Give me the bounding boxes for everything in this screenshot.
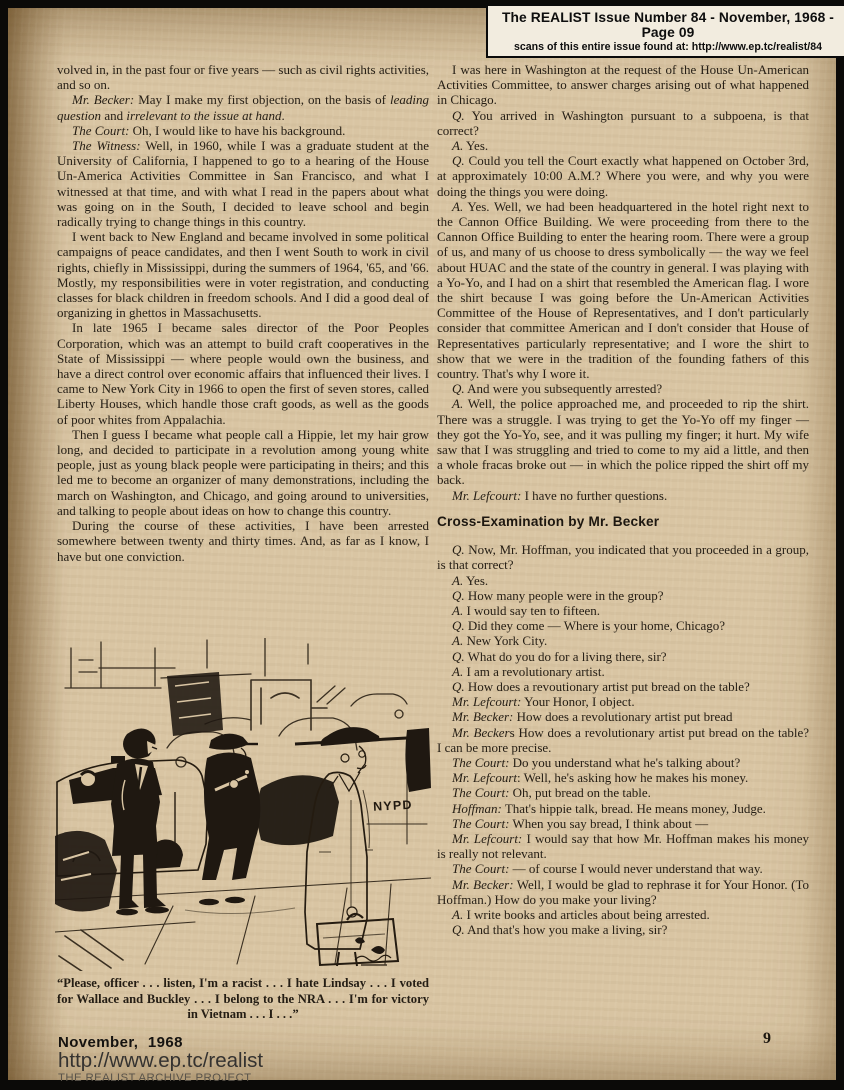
right-column-part2 — [437, 542, 809, 937]
car-shadow-mass — [257, 775, 339, 845]
paragraph: Then I guess I became what people call a Hippie, let my hair grow long, and decided to participate in a revolution among young white people, just as young black people were participating in theirs; and this led me to become an organizer of many demonstrations, including the march on Washington, and Chicago, and going around to universities, and talking to people about ideas on how to change this country. — [57, 426, 429, 518]
cartoon-caption: “Please, officer . . . listen, I'm a racist . . . I hate Lindsay . . . I voted for Wallace and Buckley . . . I belong to the NRA . . . I'm for victory in Vietnam . . . I . . .” — [57, 976, 429, 1022]
archive-project-name: THE REALIST ARCHIVE PROJECT — [58, 1072, 252, 1084]
issue-date: November, 1968 — [58, 1034, 183, 1051]
archive-footer — [58, 1036, 263, 1084]
paragraph: Mr. Lefcourt: Well, he's asking how he makes his money. — [452, 770, 749, 786]
paragraph: volved in, in the past four or five years — such as civil rights activities, and so on. — [57, 62, 429, 93]
police-officer-figure — [199, 734, 260, 906]
paragraph: Q. What do you do for a living there, sir? — [452, 648, 667, 664]
paragraph: The Court: Oh, I would like to have his background. — [72, 122, 346, 138]
archive-header-box — [486, 4, 844, 58]
awning-shape — [167, 672, 223, 736]
paragraph: Q. You arrived in Washington pursuant to a subpoena, is that correct? — [437, 107, 809, 138]
cartoon-illustration — [55, 638, 431, 971]
paragraph: A. Yes. Well, we had been headquartered in the hotel right next to the Cannon Office Building. We were proceeding from there to the Cannon Office Building to enter the hearing room. There were a group of us, and many of us choose to dress symbolically — the way we feel about HUAC and the state of the country in general. I was playing with a Yo-Yo, and I had on a shirt that resembled the American flag. I wore the shirt because I was going before the Un-American Activities Committee of the House of Representatives, and I don't particularly consider that committee American and I don't consider that House of Representatives particularly representative; and I wore the shirt to show that we were in the tradition of the founding fathers of this country. That's why I wore it. — [437, 198, 809, 382]
archive-note: scans of this entire issue found at: http://www.ep.tc/realist/84 — [513, 41, 823, 53]
paragraph: A. New York City. — [452, 633, 548, 649]
paragraph: A. Well, the police approached me, and proceeded to rip the shirt. There was a struggle. I was trying to get the Yo-Yo off my finger — they got the Yo-Yo, see, and it was pulling my finger; it hurt. My wife saw that I was struggling and tried to come to my aid a little, and then a whole fracas broke out — in which the police ripped the shirt off my back. — [437, 396, 809, 488]
paragraph: Mr. Becker: May I make my first objection, on the basis of leading question and irrelevant to the issue at hand. — [57, 92, 430, 123]
archive-url: http://www.ep.tc/realist — [58, 1049, 264, 1072]
issue-title: The REALIST Issue Number 84 - November, 1968 - Page 09 — [502, 10, 834, 40]
paragraph: I went back to New England and became involved in some political campaigns of peace candidates, and then I went South to work in civil rights, chiefly in Mississippi, during the summers of 1964, '65, and '66. Mostly, my responsibilities were in voter registration, and conducting classes for black children in freedom schools. And I did a good deal of organizing in ghettos in Massachusetts. — [57, 229, 429, 321]
paragraph: The Court: Do you understand what he's talking about? — [452, 754, 741, 770]
paragraph: The Court: Oh, put bread on the table. — [452, 785, 651, 801]
ground-shadow-line — [185, 908, 295, 914]
paragraph: During the course of these activities, I have been arrested somewhere between twenty and thirty times. And, as far as I know, I have but one conviction. — [57, 518, 429, 564]
paragraph: Q. And that's how you make a living, sir? — [452, 922, 668, 938]
paragraph: Mr. Lefcourt: I have no further questions. — [452, 487, 668, 503]
paragraph: Mr. Lefcourt: I would say that how Mr. Hoffman makes his money is really not relevant. — [437, 830, 809, 862]
paragraph: I was here in Washington at the request of the House Un-American Activities Committee, to answer charges arising out of what happened in Chicago. — [437, 62, 809, 108]
paragraph: A. I would say ten to fifteen. — [452, 602, 601, 618]
paragraph: Mr. Beckers How does a revolutionary artist put bread on the table? I can be more precise. — [437, 724, 810, 755]
paragraph: A. Yes. — [452, 572, 489, 588]
paragraph: Hoffman: That's hippie talk, bread. He means money, Judge. — [452, 800, 766, 816]
corner-shadow-blob — [55, 831, 117, 912]
paragraph: Mr. Becker: Well, I would be glad to rephrase it for Your Honor. (To Hoffman.) How do you make your living? — [437, 876, 809, 907]
paragraph: Q. How does a revoutionary artist put bread on the table? — [452, 678, 750, 694]
paragraph: A. I write books and articles about being arrested. — [452, 906, 710, 922]
parked-car-rear — [405, 728, 431, 792]
nypd-text: NYPD — [372, 797, 413, 814]
paragraph: Mr. Becker: How does a revolutionary artist put bread — [452, 709, 733, 725]
paragraph: The Court: When you say bread, I think about — — [452, 815, 709, 831]
text-column-left — [57, 62, 429, 564]
paragraph: Q. And were you subsequently arrested? — [452, 381, 663, 397]
paragraph: Q. How many people were in the group? — [452, 587, 664, 603]
right-column-part1 — [437, 62, 809, 503]
paragraph: Q. Did they come — Where is your home, Chicago? — [452, 618, 726, 634]
pedestrian-figure — [295, 727, 407, 966]
paper-surface — [8, 8, 836, 1084]
cross-examination-heading: Cross-Examination by Mr. Becker — [437, 513, 660, 529]
paragraph: Mr. Lefcourt: Your Honor, I object. — [452, 694, 635, 710]
paragraph: A. Yes. — [452, 138, 489, 154]
text-column-right — [437, 62, 809, 937]
paragraph: Q. Could you tell the Court exactly what happened on October 3rd, at approximately 10:00 A.M.? Where you were, and why you were doing the things you were doing. — [437, 153, 809, 199]
page-number: 9 — [763, 1030, 771, 1047]
paragraph: In late 1965 I became sales director of the Poor Peoples Corporation, which was an attempt to build craft cooperatives in the State of Mississippi — where people would own the business, and have a direct control over economic affairs that influenced their lives. I came to New York City in 1966 to open the first of seven stores, called Liberty Houses, which handle those craft goods, as well as the goods of poor whites from Appalachia. — [57, 320, 429, 427]
paragraph: Q. Now, Mr. Hoffman, you indicated that you proceeded in a group, is that correct? — [437, 542, 809, 573]
paragraph: A. I am a revolutionary artist. — [452, 663, 605, 679]
paragraph: The Witness: Well, in 1960, while I was a graduate student at the University of California, I happened to go to a hearing of the House Un-America Activities Committee in San Francisco, and what I witnessed at that time, and with what I read in the papers about what was going on in the South, I decided to leave school and begin radically trying to change things in this country. — [57, 138, 429, 230]
paragraph: The Court: — of course I would never understand that way. — [452, 861, 763, 877]
